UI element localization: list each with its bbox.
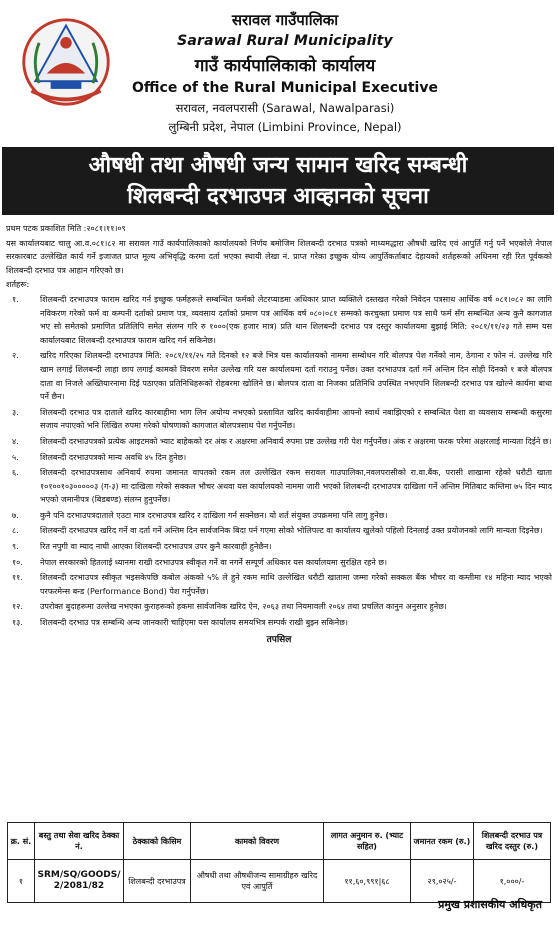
condition-item [6,406,552,433]
condition-number: १०. [12,557,23,567]
table-header: जमानत रकम (रु.) [411,823,474,860]
condition-text: शिलबन्दी दरभाउपत्र फाराम खरिद गर्न इच्छुक फर्महरूले सम्बन्धित फर्मको लेटरप्याडमा अधिकार प्राप्त व्यक्तिले दस्तखत गरेको निवेदन पत्रसाथ आर्थिक वर्ष ०८१।०८२ का लागि नविकरण गरेको फर्म वा कम्पनी दर्ताको प्रमाण पत्र, व्यवसाय दर्ताको प्रमाण पत्र आर्थिक वर्ष ०८०।०८१ सम्मको करचुक्ता प्रमाण पत्र साथै फर्म सँग सम्बन्धित अन्य कुनै कागजात भए सो समेतको प्रमाणित प्रतिलिपि समेत संलग्न गरि रु १०००(एक हजार मात्र) प्रति थान शिलबन्दी दरभाउ पत्र दस्तुर कार्यालयमा बुझाई मिति: २०८१/११/२३ गते सम्म यस कार्यालयबाट शिलबन्दी दरभाउपत्र फाराम खरिद गर्न सकिनेछ। [40,294,552,345]
address-line-1: सरावल, नवलपरासी (Sarawal, Nawalparasi) [175,101,395,115]
signature-title: प्रमुख प्रशासकीय अधिकृत [438,898,542,911]
table-header: लागत अनुमान रु. (भ्याट सहित) [324,823,411,860]
condition-text: शिलबन्दी दरभाउपत्र स्वीकृत भइसकेपछि कबोल अंकको ५% ले हुने रकम माथि उल्लेखित धरौटी खातामा जम्मा गरेको सक्कल बैंक भौचर वा कम्तीमा १४ महिना म्याद भएको परफरमेन्स बन्ड (Performance Bond) पेश गर्नुपर्नेछ। [40,573,552,596]
condition-text: नेपाल सरकारको हितलाई ध्यानमा राखी दरभाउपत्र स्वीकृत गर्ने वा नगर्ने सम्पूर्ण अधिकार यस कार्यालयमा सुरक्षित रहने छ। [40,557,387,567]
condition-item [6,451,552,465]
cell-contract-no: SRM/SQ/GOODS/ 2/2081/82 [35,860,124,903]
table-header: कामको विवरण [191,823,324,860]
municipality-name-en: Sarawal Rural Municipality [177,33,393,49]
condition-item [6,571,552,598]
table-header: क्र. सं. [8,823,35,860]
table-header: बस्तु तथा सेवा खरिद ठेक्का नं. [35,823,124,860]
notice-title-line-2: शिलबन्दी दरभाउपत्र आव्हानको सूचना [127,184,429,209]
table-header: ठेक्काको किसिम [124,823,191,860]
condition-item [6,466,552,507]
cell-fee: १,०००/- [474,860,551,903]
condition-item [6,600,552,614]
condition-text: कुनै पनि दरभाउपत्रदाताले एउटा मात्र दरभाउपत्र खरिद र दाखिला गर्न सक्नेछन। यो शर्त संयुक्त उपक्रममा पनि लागु हुनेछ। [40,510,388,520]
notice-title-banner [2,147,554,215]
condition-number: ४. [12,436,19,446]
table-header: शिलबन्दी दरभाउ पत्र खरिद दस्तुर (रु.) [474,823,551,860]
cell-estimate: ११,६०,९९१|६८ [324,860,411,903]
table-header-row [8,823,551,860]
condition-number: ७. [12,510,19,520]
cell-description: औषधी तथा औषधीजन्य सामाग्रीहरु खरिद एवं आपुर्ति [191,860,324,903]
condition-number: १२. [12,602,23,612]
intro-paragraph: यस कार्यालयबाट चालु आ.व.०८१।८२ मा सरावल गाउँ कार्यपालिकाको कार्यालयको निर्णय बमोजिम शिलबन्दी दरभाउ पत्रको माध्यमद्धारा औषधी खरिद एवं आपुर्ति गर्नु पर्ने भएकोले नेपाल सरकारबाट उल्लेखित कार्य गर्ने इजाजत प्राप्त मूल्य अभिवृद्धि करमा दर्ता भएका स्थायी लेखा नं. प्राप्त गरेका इच्छुक योग्य आपुर्तिकर्ताबाट देहायको शर्तहरूको अधिनमा रही रित पूर्वकको शिलबन्दी दरभाउ पत्र आहान गरिएको छ। [6,238,552,275]
condition-text: शिलबन्दी दरभाउपत्र खरिद गर्ने वा दर्ता गर्ने अन्तिम दिन सार्वजनिक बिदा पर्न गएमा सोको भोलिपल्ट वा कार्यालय खुलेको पहिलो दिनलाई उक्त प्रयोजनको लागि मान्यता दिइनेछ। [40,526,543,536]
schedule-title: तपसिल [266,634,292,645]
condition-text: शिलबन्दी दरभाउपत्रको प्रत्येक आइटमको भ्याट बाहेकको दर अंक र अक्षरमा अनिवार्य रुपमा प्रष्ट उल्लेख गरी पेश गर्नुपर्नेछ। अंक र अक्षरमा फरक परेमा अक्षरलाई मान्यता दिईने छ। [40,436,552,446]
notice-body [6,222,552,649]
condition-number: ८. [12,526,19,536]
condition-item [6,349,552,403]
condition-number: १. [12,294,19,304]
nepal-emblem-icon [18,14,114,110]
first-publication-date: प्रथम पटक प्रकाशित मिति :२०८१।११।०९ [6,224,126,233]
condition-text: उपरोक्त बुदाहरूमा उल्लेख नभएका कुराहरूको हकमा सार्वजनिक खरिद ऐन, २०६३ तथा नियमावली २०६४ तथा प्रचलित कानुन अनुसार हुनेछ। [40,602,447,612]
condition-text: शिलबन्दी दरभाउ पत्र दाताले खरिद कारबाहीमा भाग लिन अयोग्य नभएको प्रस्तावित खरिद कार्यवाहीमा आफ्नो स्वार्थ नबाझिएको र सम्बन्धित पेशा वा व्यवसाय सम्बन्धी कसुरमा सजाय नपाएको भनि लिखित रुपमा गरेको घोषणाको कागजात बोलपत्रसाथ पेश गर्नुपर्नेछ। [40,407,552,431]
conditions-title: शर्तहरू: [6,280,30,290]
municipality-name-np: सरावल गाउँपालिका [231,11,339,29]
condition-number: ३. [12,407,19,417]
condition-item [6,509,552,523]
condition-number: ११. [12,573,23,583]
condition-text: शिलबन्दी दरभाउ पत्र सम्बन्धि अन्य जानकारी चाहिएमा यस कार्यालय समयभित्र सम्पर्क राखी बुझ्न सकिनेछ। [40,618,348,628]
cell-type: शिलबन्दी दरभाउपत्र [124,860,191,903]
condition-number: ६. [12,468,19,478]
address-line-2: लुम्बिनी प्रदेश, नेपाल (Limbini Province, Nepal) [168,120,402,134]
condition-item [6,540,552,554]
condition-item [6,524,552,538]
cell-guarantee: २९,०२५/- [411,860,474,903]
office-name-en: Office of the Rural Municipal Executive [132,80,438,96]
cell-sn: १ [8,860,35,903]
condition-item [6,435,552,449]
schedule-table [7,822,551,903]
office-name-np: गाउँ कार्यपालिकाको कार्यालय [194,56,376,76]
condition-text: शिलबन्दी दरभाउपत्रसाथ अनिवार्य रुपमा जमानत वापतको रकम तल उल्लेखित रकम सरावल गाउपालिका,नवलपरासीको रा.वा.बैंक, परासी शाखामा रहेको धरौटी खाता १०१००१०३०००००३ (ग-३) मा दाखिला गरेको सक्कल भौचर अथवा यस कार्यालयको नाममा जारी भएको शिलबन्दी दरभाउपत्र दाखिला गर्ने अन्तिम मितिबाट कम्तिमा ७५ दिन म्याद भएको जमानीपत्र (बिडबण्ड) संलग्न हुनुपर्नेछ। [40,468,552,505]
notice-title-line-1: औषधी तथा औषधी जन्य सामान खरिद सम्बन्धी [88,153,468,178]
condition-text: शिलबन्दी दरभाउपत्रको मान्य अवधि ४५ दिन हुनेछ। [40,452,187,462]
condition-item [6,616,552,630]
condition-item [6,556,552,570]
conditions-list [6,293,552,630]
condition-number: २. [12,351,19,361]
condition-text: खरिद गरिएका शिलबन्दी दरभाउपत्र मिति: २०८१/११/२५ गते दिनको १२ बजे भित्र यस कार्यालयको नाममा सम्बोधन गरि बोलपत्र पेश गर्नेको नाम, ठेगाना र फोन नं. उल्लेख गरि खाम लगाई शिलबन्दी लाहा छाप लगाई कामको विवरण समेत उल्लेख गरि यस कार्यालयमा दर्ता गराउनु पर्नेछ। उक्त दरभाउपत्र दर्ता गर्ने अन्तिम दिन सोही दिनको १ बजे बोलपत्र दाता वा निजले अख्तियारनामा दिई पठाएका प्रतिनिधिहरूको रोहबरमा खोलिने छ। बोलपत्र दाता वा निजका प्रतिनिधि उपस्थित नभएपनि शिलबन्दी दरभाउ पत्र खोल्ने कार्यमा बाधा पर्ने छैन। [40,351,552,402]
condition-number: ५. [12,452,19,462]
condition-number: ९. [12,542,19,552]
condition-text: रित नपुगी वा म्याद नाघी आएका शिलबन्दी दरभाउपत्र उपर कुनै कारवाही हुनेछैन। [40,542,272,552]
condition-number: १३. [12,618,23,628]
condition-item [6,293,552,347]
letterhead [0,0,558,140]
